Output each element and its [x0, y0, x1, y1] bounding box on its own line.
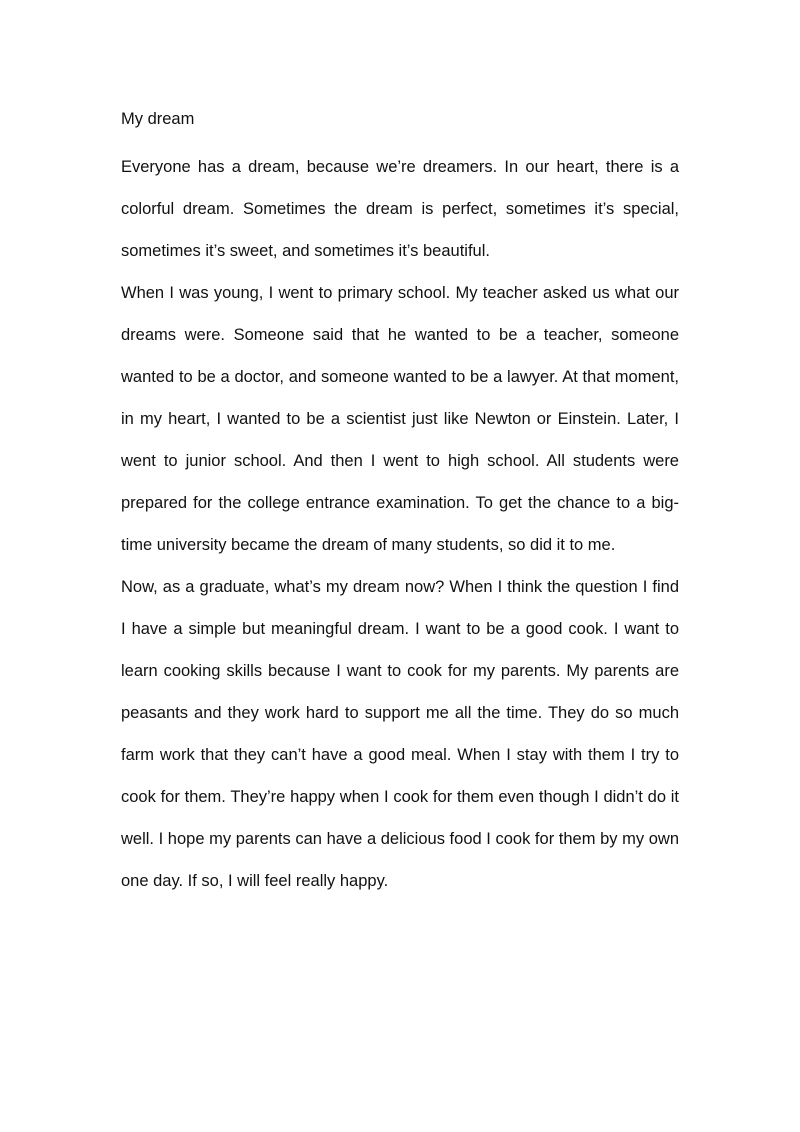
paragraph-current-dream: Now, as a graduate, what’s my dream now? When I think the question I find I have a simple but meaningful dream. I want to be a good cook. I want to learn cooking skills because I want to cook for my parents. My parents are peasants and they work hard to support me all the time. They do so much farm work that they can’t have a good meal. When I stay with them I try to cook for them. They’re happy when I cook for them even though I didn’t do it well. I hope my parents can have a delicious food I cook for them by my own one day. If so, I will feel really happy.: [121, 578, 679, 890]
document-title: My dream: [121, 110, 195, 128]
paragraph-childhood-dreams: When I was young, I went to primary school. My teacher asked us what our dreams were. Someone said that he wanted to be a teacher, someone wanted to be a doctor, and someone wanted to be a lawyer. At that moment, in my heart, I wanted to be a scientist just like Newton or Einstein. Later, I went to junior school. And then I went to high school. All students were prepared for the college entrance examination. To get the chance to a big-time university became the dream of many students, so did it to me.: [121, 284, 679, 554]
paragraph-intro: Everyone has a dream, because we’re dreamers. In our heart, there is a colorful dream. Sometimes the dream is perfect, sometimes it’s special, sometimes it’s sweet, and sometimes it’s beautiful.: [121, 158, 679, 260]
